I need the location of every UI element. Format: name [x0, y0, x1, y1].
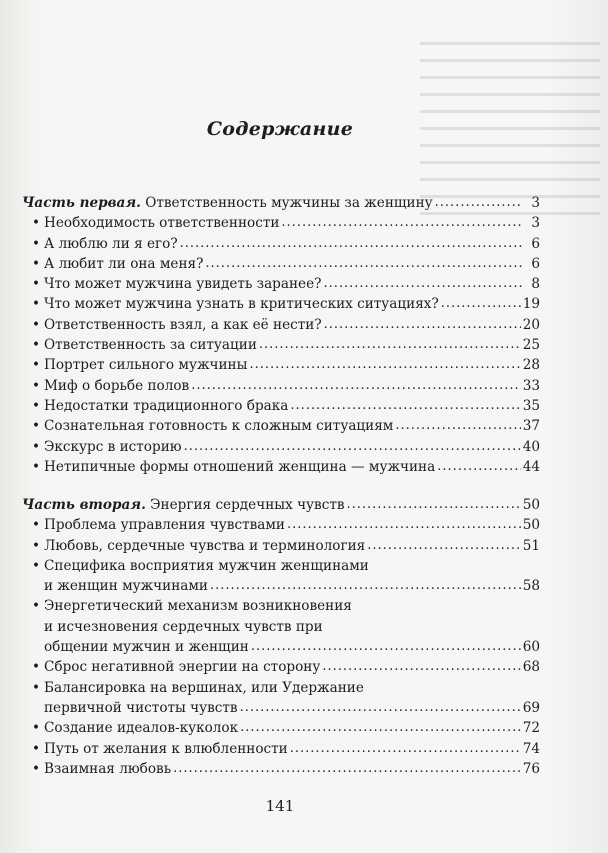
toc-entry-line — [22, 739, 540, 759]
toc-entry-page: 6 — [531, 235, 540, 252]
toc-entry-page: 35 — [522, 397, 540, 414]
toc-entry-page: 44 — [522, 458, 540, 475]
bullet-icon: • — [32, 598, 41, 615]
toc-entry-title: Любовь, сердечные чувства и терминология — [44, 537, 366, 554]
toc-entry-line — [22, 515, 540, 535]
toc-entry — [22, 678, 540, 719]
leader-dots — [180, 234, 522, 254]
leader-dots — [259, 335, 521, 355]
toc-entry-page: 37 — [522, 418, 540, 435]
bullet-icon: • — [32, 337, 41, 354]
toc-entry-page: 28 — [522, 357, 540, 374]
toc-entry-title: Ответственность взял, а как её нести? — [44, 316, 322, 333]
toc-entry-title: и женщин мужчинами — [44, 578, 208, 595]
toc-entry-title: Создание идеалов-куколок — [44, 720, 239, 737]
leader-dots — [240, 718, 521, 738]
leader-dots — [437, 457, 520, 477]
toc-entry-page: 69 — [522, 699, 540, 716]
toc-entry-title: Что может мужчина увидеть заранее? — [44, 276, 322, 293]
toc-entry — [22, 457, 540, 477]
toc-entry-title: Портрет сильного мужчины — [44, 357, 248, 374]
toc-entry-title: Недостатки традиционного брака — [44, 397, 289, 414]
part-one-heading — [22, 193, 540, 213]
toc-entry-title: Необходимость ответственности — [44, 215, 280, 232]
toc-entry — [22, 718, 540, 738]
toc-entry-title: А любит ли она меня? — [44, 255, 204, 272]
toc-entry — [22, 556, 540, 597]
toc-entry-page: 72 — [522, 720, 540, 737]
toc-entry-line — [22, 718, 540, 738]
toc-entry-title: Экскурс в историю — [44, 438, 182, 455]
page-number: 141 — [265, 797, 295, 815]
bullet-icon: • — [32, 215, 41, 232]
toc-entry-title: Сознательная готовность к сложным ситуациям — [44, 418, 394, 435]
toc-entry-line — [22, 617, 540, 637]
toc-entry-page: 60 — [522, 639, 540, 656]
bullet-icon: • — [32, 557, 41, 574]
toc-entry-line — [22, 759, 540, 779]
toc-entry-page: 74 — [522, 740, 540, 757]
part-one-title: Ответственность мужчины за женщину — [145, 195, 433, 211]
toc-entry — [22, 355, 540, 375]
part-one-label: Часть первая. — [22, 195, 141, 211]
toc-entry — [22, 437, 540, 457]
bullet-icon: • — [32, 740, 41, 757]
leader-dots — [347, 495, 521, 515]
toc-entry — [22, 657, 540, 677]
leader-dots — [290, 396, 520, 416]
part-one-section — [22, 193, 540, 477]
bullet-icon: • — [32, 517, 41, 534]
toc-entry-title: первичной чистоты чувств — [44, 699, 238, 716]
toc-entry-page: 20 — [522, 316, 540, 333]
bullet-icon: • — [32, 659, 41, 676]
leader-dots — [367, 536, 520, 556]
toc-entry — [22, 294, 540, 314]
toc-entry-page: 25 — [522, 337, 540, 354]
toc-entry-line — [22, 596, 540, 616]
leader-dots — [191, 376, 521, 396]
toc-entry — [22, 274, 540, 294]
toc-entry-title: общении мужчин и женщин — [44, 639, 249, 656]
part-two-heading — [22, 495, 540, 515]
toc-entry-line — [22, 556, 540, 576]
leader-dots — [287, 515, 521, 535]
leader-dots — [251, 637, 521, 657]
bullet-icon: • — [32, 438, 41, 455]
toc-entry-title: Что может мужчина узнать в критических ситуациях? — [44, 296, 439, 313]
bullet-icon: • — [32, 537, 41, 554]
part-two-section — [22, 495, 540, 779]
toc-entry — [22, 759, 540, 779]
leader-dots — [322, 657, 520, 677]
bullet-icon: • — [32, 397, 41, 414]
part-two-page: 50 — [522, 497, 540, 513]
toc-entry-page: 50 — [522, 517, 540, 534]
toc-entry-title: Ответственность за ситуации — [44, 337, 257, 354]
toc-entry-page: 19 — [522, 296, 540, 313]
bullet-icon: • — [32, 760, 41, 777]
toc-entry — [22, 596, 540, 657]
leader-dots — [210, 576, 521, 596]
bullet-icon: • — [32, 418, 41, 435]
leader-dots — [184, 437, 521, 457]
toc-entry-title: Проблема управления чувствами — [44, 517, 285, 534]
bullet-icon: • — [32, 458, 41, 475]
toc-entry-page: 51 — [522, 537, 540, 554]
toc-entry-line — [22, 657, 540, 677]
part-two-title: Энергия сердечных чувств — [150, 497, 345, 513]
toc-entry — [22, 536, 540, 556]
toc-entry — [22, 416, 540, 436]
bullet-icon: • — [32, 357, 41, 374]
leader-dots — [395, 416, 520, 436]
toc-entry — [22, 315, 540, 335]
toc-entry — [22, 515, 540, 535]
toc-entry-title: Специфика восприятия мужчин женщинами — [44, 557, 369, 574]
part-one-page: 3 — [531, 195, 540, 211]
part-two-label: Часть вторая. — [22, 497, 146, 513]
toc-entry-page: 68 — [522, 659, 540, 676]
leader-dots — [435, 193, 522, 213]
bullet-icon: • — [32, 276, 41, 293]
toc-entry-page: 58 — [522, 578, 540, 595]
toc-entry-line — [22, 576, 540, 596]
toc-entry-page: 3 — [531, 215, 540, 232]
toc-entry-title: и исчезновения сердечных чувств при — [44, 618, 323, 635]
bullet-icon: • — [32, 377, 41, 394]
toc-entry-title: А люблю ли я его? — [44, 235, 178, 252]
toc-entry — [22, 213, 540, 233]
toc-entry-title: Взаимная любовь — [44, 760, 172, 777]
leader-dots — [324, 315, 521, 335]
toc-entry-page: 40 — [522, 438, 540, 455]
bullet-icon: • — [32, 296, 41, 313]
toc-entry-page: 8 — [531, 276, 540, 293]
leader-dots — [281, 213, 522, 233]
toc-title: Содержание — [206, 118, 354, 140]
bullet-icon: • — [32, 720, 41, 737]
toc-entry-page: 76 — [522, 760, 540, 777]
leader-dots — [323, 274, 522, 294]
toc-entry — [22, 396, 540, 416]
leader-dots — [441, 294, 521, 314]
toc-entry — [22, 254, 540, 274]
leader-dots — [290, 739, 521, 759]
toc-entry-line — [22, 678, 540, 698]
bullet-icon: • — [32, 679, 41, 696]
toc-entry — [22, 335, 540, 355]
toc-entry — [22, 376, 540, 396]
toc-entry-line — [22, 536, 540, 556]
toc-entry-title: Сброс негативной энергии на сторону — [44, 659, 321, 676]
toc-entry-line — [22, 637, 540, 657]
leader-dots — [240, 698, 521, 718]
toc-entry-page: 33 — [522, 377, 540, 394]
toc-entry-title: Нетипичные формы отношений женщина — мужчина — [44, 458, 436, 475]
bullet-icon: • — [32, 235, 41, 252]
toc-entry-title: Миф о борьбе полов — [44, 377, 190, 394]
toc-entry-title: Энергетический механизм возникновения — [44, 598, 352, 615]
toc-entry-page: 6 — [531, 255, 540, 272]
toc-entry — [22, 739, 540, 759]
toc-entry-title: Путь от желания к влюбленности — [44, 740, 288, 757]
bullet-icon: • — [32, 255, 41, 272]
leader-dots — [249, 355, 520, 375]
toc-entry-title: Балансировка на вершинах, или Удержание — [44, 679, 364, 696]
toc-entry-line — [22, 698, 540, 718]
bullet-icon: • — [32, 316, 41, 333]
toc-entry — [22, 234, 540, 254]
leader-dots — [173, 759, 521, 779]
leader-dots — [205, 254, 522, 274]
